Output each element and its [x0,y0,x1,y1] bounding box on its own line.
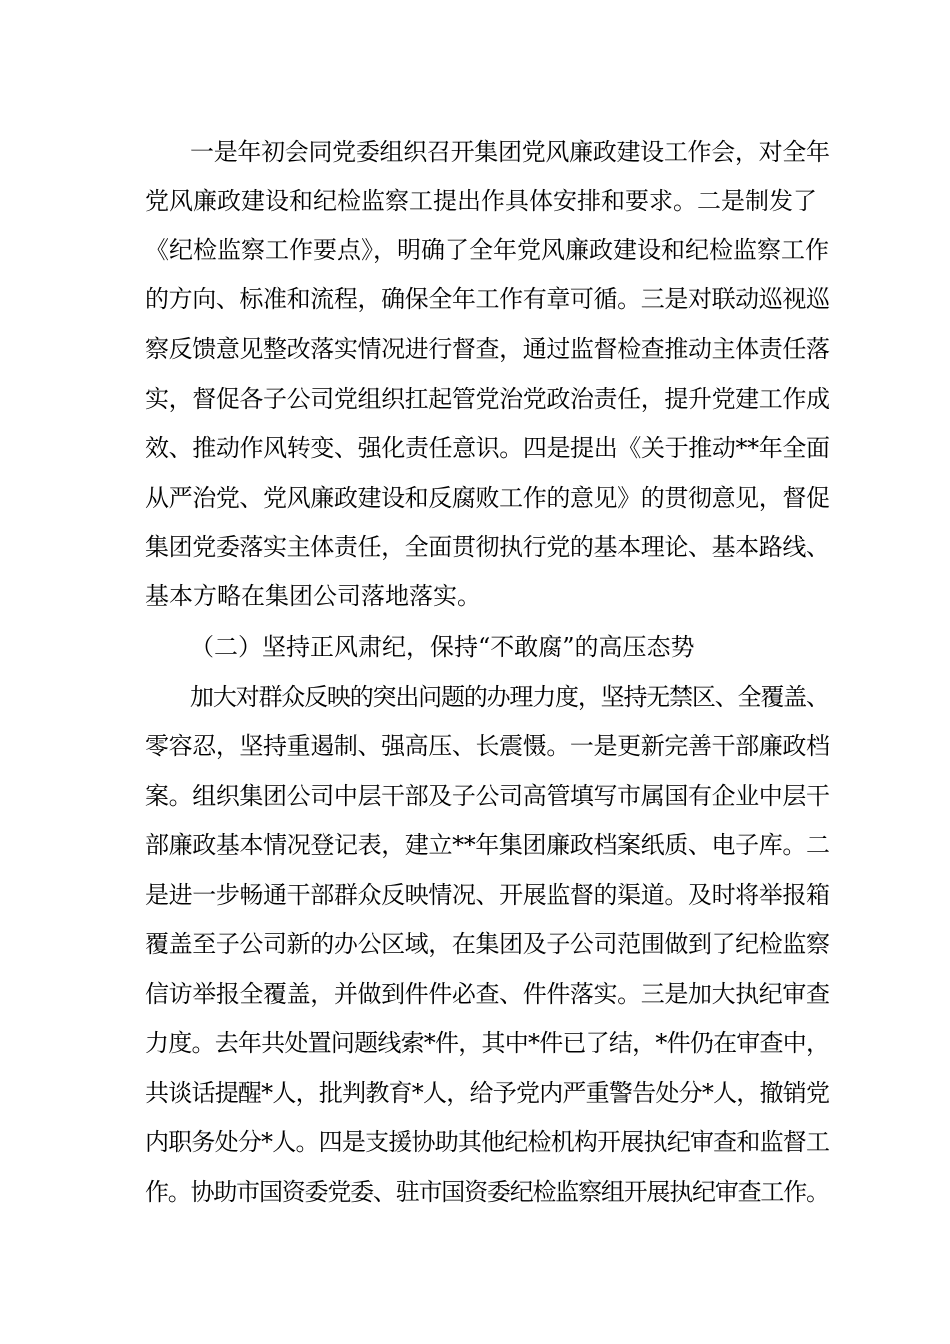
paragraph-line: 力度。去年共处置问题线索*件，其中*件已了结，*件仍在审查中， [145,1029,830,1057]
paragraph-line: 从严治党、党风廉政建设和反腐败工作的意见》的贯彻意见，督促 [145,484,830,512]
paragraph-line: 内职务处分*人。四是支援协助其他纪检机构开展执纪审查和监督工 [145,1128,830,1156]
paragraph-line: 一是年初会同党委组织召开集团党风廉政建设工作会，对全年 [190,138,830,166]
paragraph-line: 案。组织集团公司中层干部及子公司高管填写市属国有企业中层干 [145,782,830,810]
paragraph-line: 加大对群众反映的突出问题的办理力度，坚持无禁区、全覆盖、 [190,683,829,711]
paragraph-line: 效、推动作风转变、强化责任意识。四是提出《关于推动**年全面 [145,434,830,462]
paragraph-line: 党风廉政建设和纪检监察工提出作具体安排和要求。二是制发了 [145,187,817,215]
paragraph-line: 的方向、标准和流程，确保全年工作有章可循。三是对联动巡视巡 [145,285,830,313]
paragraph-line: 察反馈意见整改落实情况进行督查，通过监督检查推动主体责任落 [145,335,830,363]
paragraph-line: 集团党委落实主体责任，全面贯彻执行党的基本理论、基本路线、 [145,533,830,561]
paragraph-line: 共谈话提醒*人，批判教育*人，给予党内严重警告处分*人，撤销党 [145,1079,830,1107]
paragraph-line: 部廉政基本情况登记表，建立**年集团廉政档案纸质、电子库。二 [145,831,830,859]
paragraph-line: 信访举报全覆盖，并做到件件必查、件件落实。三是加大执纪审查 [145,980,830,1008]
paragraph-line: 基本方略在集团公司落地落实。 [145,582,481,610]
paragraph-line: 零容忍，坚持重遏制、强高压、长震慑。一是更新完善干部廉政档 [145,732,830,760]
paragraph-line: 是进一步畅通干部群众反映情况、开展监督的渠道。及时将举报箱 [145,881,830,909]
section-heading: （二）坚持正风肃纪，保持“不敢腐”的高压态势 [190,633,695,661]
paragraph-line: 作。协助市国资委党委、驻市国资委纪检监察组开展执纪审查工作。 [145,1178,829,1206]
paragraph-line: 《纪检监察工作要点》，明确了全年党风廉政建设和纪检监察工作 [145,236,829,264]
paragraph-line: 实，督促各子公司党组织扛起管党治党政治责任，提升党建工作成 [145,385,830,413]
paragraph-line: 覆盖至子公司新的办公区域，在集团及子公司范围做到了纪检监察 [145,930,830,958]
